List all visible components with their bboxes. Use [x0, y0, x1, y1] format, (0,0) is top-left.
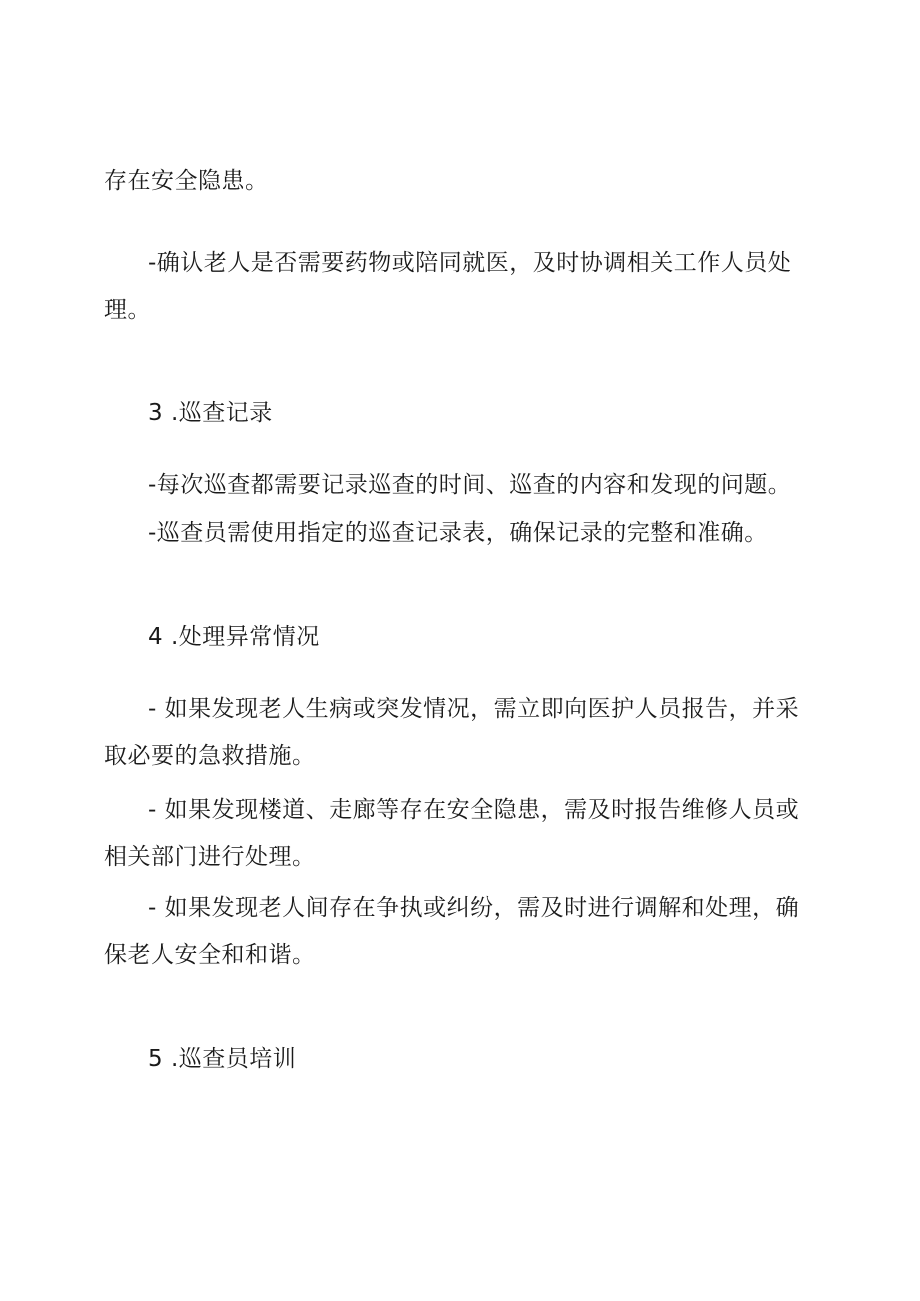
text-line: 保老人安全和和谐。 — [104, 942, 316, 968]
bullet-line: -确认老人是否需要药物或陪同就医，及时协调相关工作人员处 — [148, 250, 792, 276]
bullet-line: - 如果发现老人间存在争执或纠纷，需及时进行调解和处理，确 — [148, 895, 800, 921]
section-heading: 3 .巡查记录 — [148, 400, 273, 426]
section-heading: 4 .处理异常情况 — [148, 624, 320, 650]
text-line: 理。 — [104, 297, 151, 323]
text-line: 存在安全隐患。 — [104, 168, 269, 194]
bullet-line: -每次巡查都需要记录巡查的时间、巡查的内容和发现的问题。 — [148, 472, 792, 498]
text-line: 取必要的急救措施。 — [104, 743, 316, 769]
bullet-line: - 如果发现老人生病或突发情况，需立即向医护人员报告，并采 — [148, 696, 800, 722]
section-heading: 5 .巡查员培训 — [148, 1046, 297, 1072]
bullet-line: -巡查员需使用指定的巡查记录表，确保记录的完整和准确。 — [148, 520, 768, 546]
text-line: 相关部门进行处理。 — [104, 844, 316, 870]
bullet-line: - 如果发现楼道、走廊等存在安全隐患，需及时报告维修人员或 — [148, 797, 800, 823]
